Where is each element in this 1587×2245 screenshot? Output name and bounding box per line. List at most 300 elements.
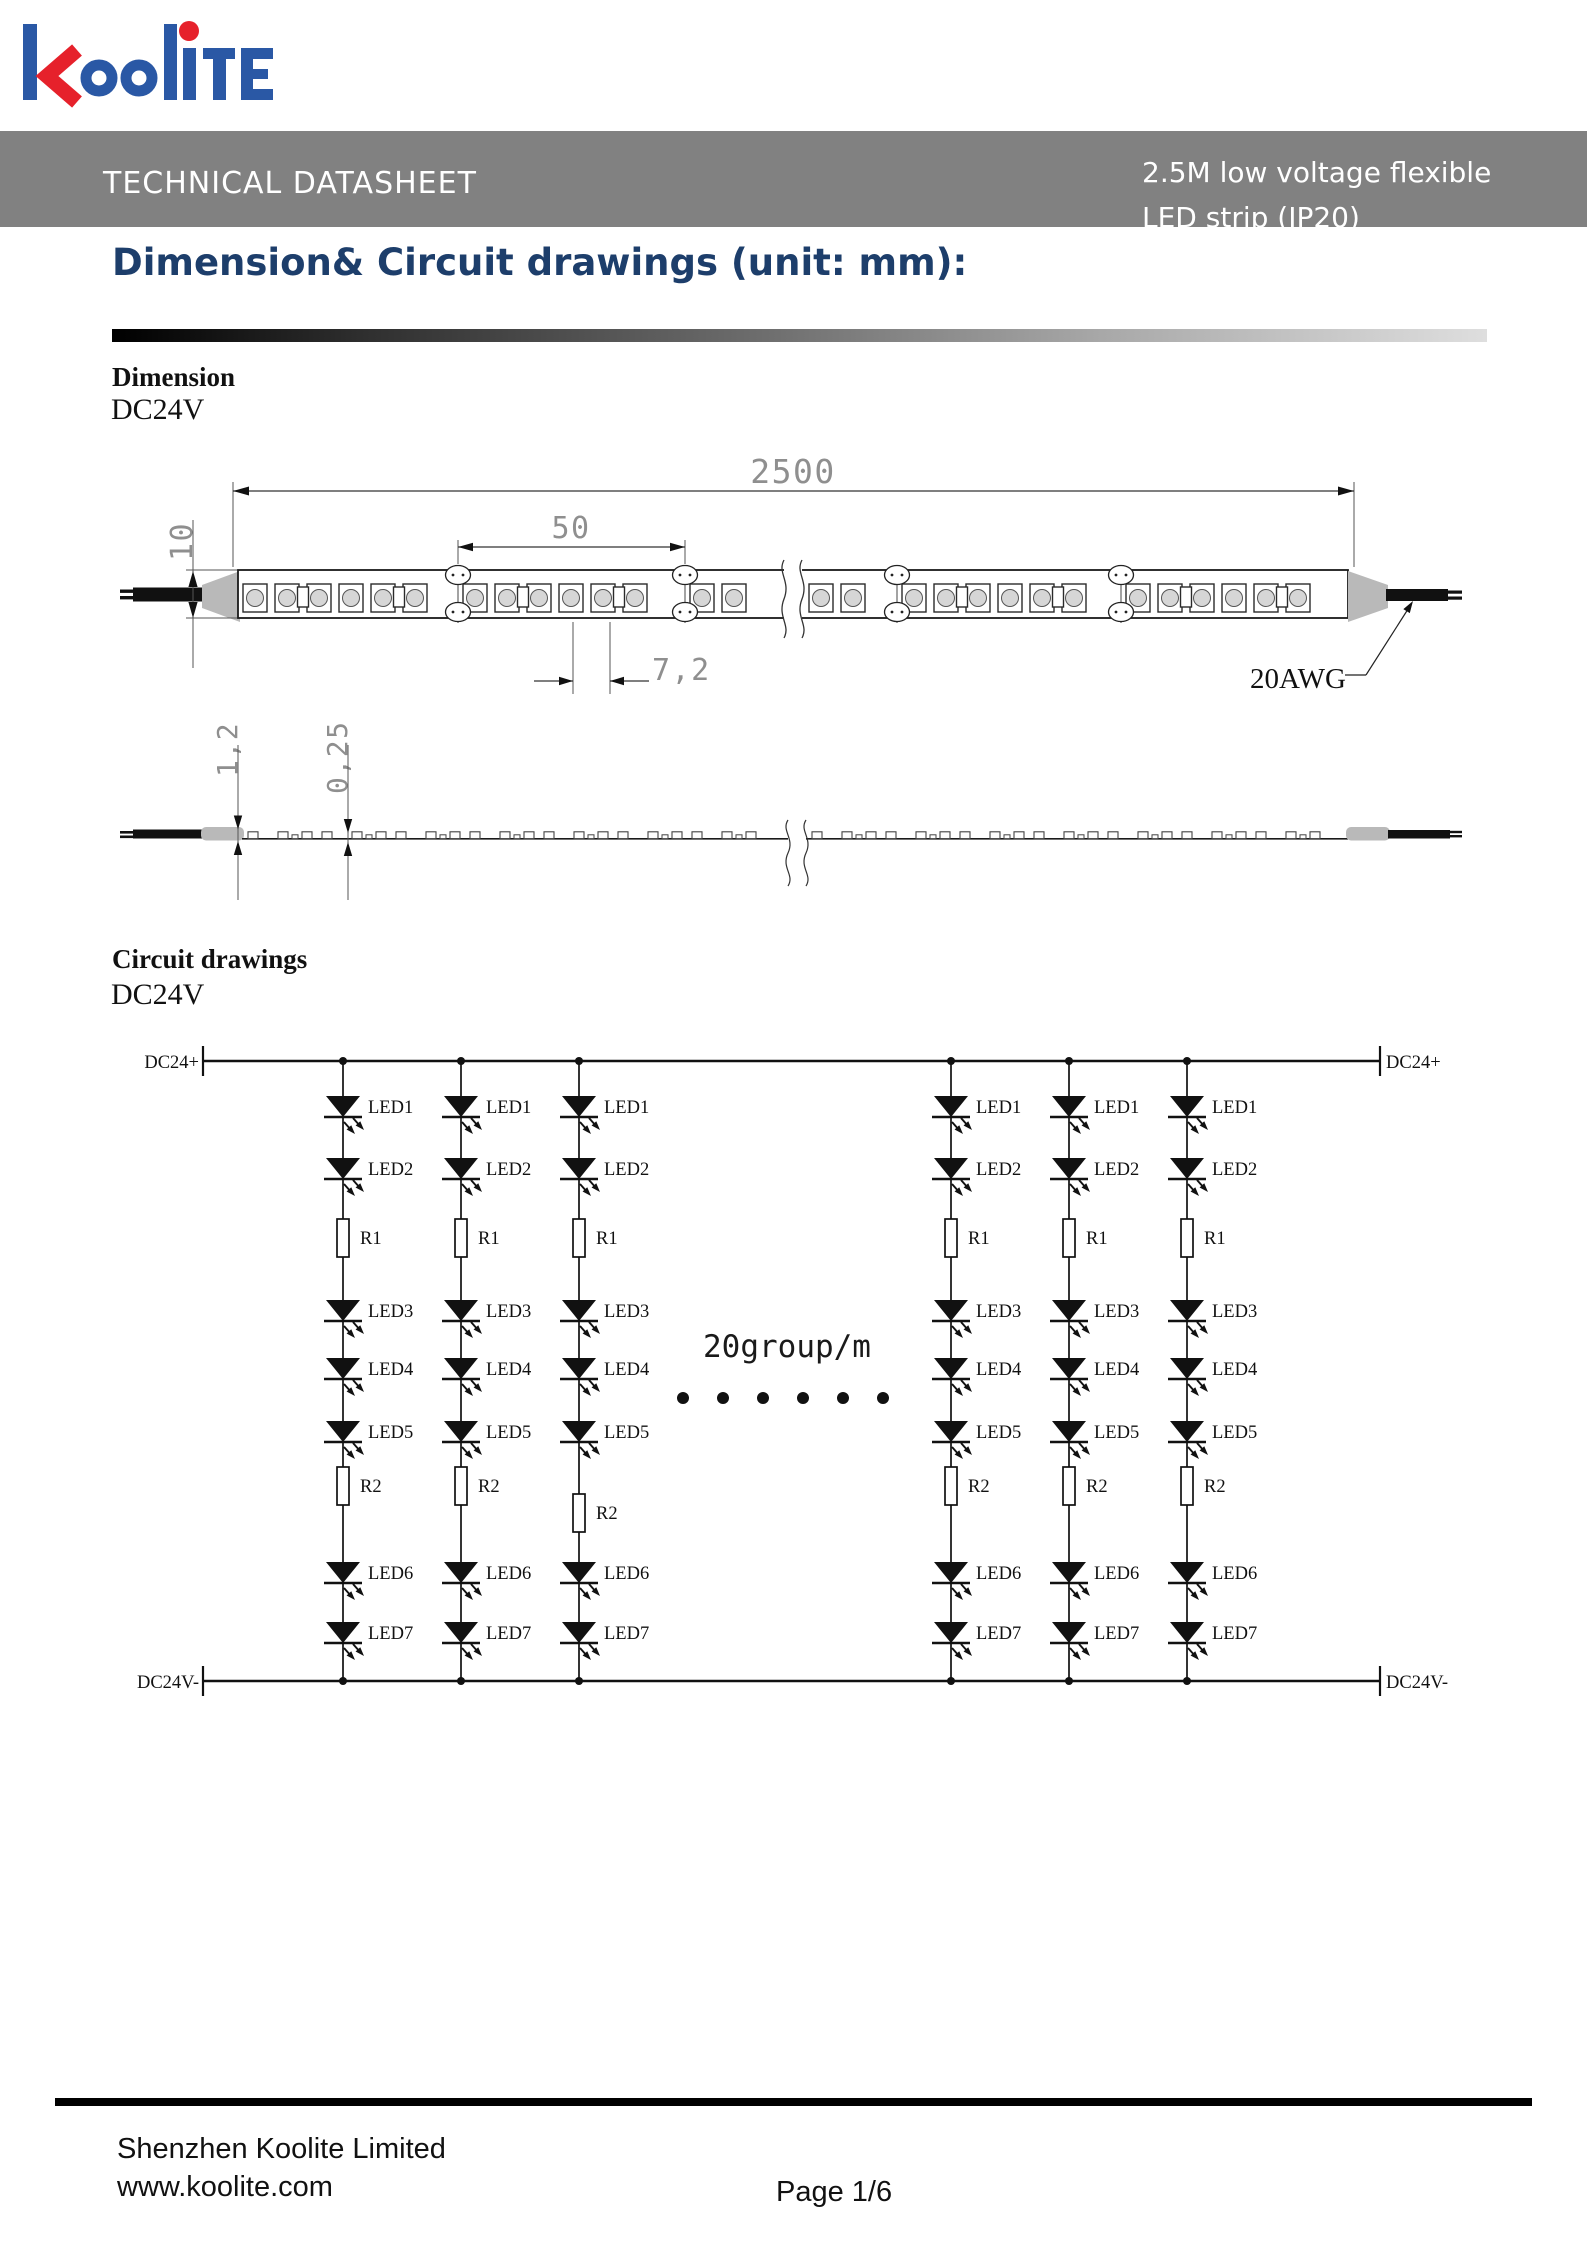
led-triangle	[326, 1158, 360, 1179]
led-bump	[812, 832, 822, 839]
led-label: LED1	[486, 1098, 532, 1118]
wire-gauge-label: 20AWG	[1250, 663, 1346, 695]
resistor-bump	[856, 835, 862, 839]
led-triangle	[934, 1622, 968, 1643]
led-triangle	[934, 1562, 968, 1583]
led-symbol	[324, 1562, 413, 1600]
resistor-symbol	[337, 1467, 382, 1505]
led-bump	[524, 832, 534, 839]
led-symbol	[560, 1300, 649, 1338]
continuation-dot	[877, 1392, 889, 1404]
led-bump	[396, 832, 406, 839]
dim-group-length: 50	[551, 511, 591, 546]
circuit-column	[442, 1057, 531, 1685]
resistor-bump	[736, 835, 742, 839]
led-symbol	[1168, 1562, 1257, 1600]
resistor-body	[337, 1467, 349, 1505]
dimension-front-view-drawing	[120, 452, 1462, 695]
junction-dot	[339, 1057, 347, 1065]
led-label: LED2	[486, 1160, 532, 1180]
led-bump	[1108, 832, 1118, 839]
break-squiggle	[804, 820, 808, 886]
led-chip-dome	[1194, 590, 1211, 607]
led-bump	[1286, 832, 1296, 839]
pad-dot	[891, 574, 894, 577]
led-chip-dome	[1226, 590, 1243, 607]
pad-dot	[1115, 574, 1118, 577]
resistor-label: R2	[1204, 1477, 1226, 1497]
resistor-chip	[394, 587, 405, 607]
dimension-voltage: DC24V	[111, 393, 205, 426]
solder-pad	[885, 566, 910, 585]
led-symbol	[1050, 1358, 1139, 1396]
led-label: LED6	[486, 1564, 532, 1584]
led-label: LED4	[1094, 1360, 1140, 1380]
led-label: LED1	[976, 1098, 1022, 1118]
led-bump	[842, 832, 852, 839]
resistor-label: R2	[360, 1477, 382, 1497]
resistor-label: R2	[596, 1504, 618, 1524]
resistor-chip	[1181, 587, 1192, 607]
led-bump	[322, 832, 332, 839]
rail-negative-label-left: DC24V-	[136, 1673, 199, 1693]
led-bump	[672, 832, 682, 839]
led-bump	[1212, 832, 1222, 839]
led-label: LED2	[976, 1160, 1022, 1180]
led-triangle	[1052, 1096, 1086, 1117]
led-triangle	[934, 1358, 968, 1379]
led-label: LED5	[1212, 1423, 1258, 1443]
led-symbol	[932, 1358, 1021, 1396]
resistor-body	[1063, 1219, 1075, 1257]
led-triangle	[1052, 1358, 1086, 1379]
circuit-column	[1050, 1057, 1139, 1685]
led-bump	[1014, 832, 1024, 839]
led-triangle	[444, 1300, 478, 1321]
led-chip-dome	[694, 590, 711, 607]
footer-page-number: Page 1/6	[776, 2176, 893, 2208]
led-triangle	[1170, 1300, 1204, 1321]
resistor-label: R1	[596, 1229, 618, 1249]
led-triangle	[934, 1158, 968, 1179]
led-bump	[990, 832, 1000, 839]
footer-website: www.koolite.com	[117, 2171, 333, 2203]
led-label: LED4	[604, 1360, 650, 1380]
led-bump	[1162, 832, 1172, 839]
arrowhead	[670, 543, 685, 551]
solder-pad	[1109, 566, 1134, 585]
led-label: LED3	[368, 1302, 414, 1322]
resistor-body	[455, 1467, 467, 1505]
led-symbol	[324, 1622, 413, 1660]
led-chip-dome	[311, 590, 328, 607]
pad-dot	[452, 611, 455, 614]
resistor-bump	[514, 835, 520, 839]
led-triangle	[1170, 1622, 1204, 1643]
pad-dot	[1125, 611, 1128, 614]
resistor-bump	[662, 835, 668, 839]
led-symbol	[932, 1622, 1021, 1660]
led-bump	[1138, 832, 1148, 839]
led-label: LED4	[1212, 1360, 1258, 1380]
led-triangle	[444, 1158, 478, 1179]
led-symbol	[324, 1158, 413, 1196]
led-label: LED3	[1212, 1302, 1258, 1322]
pad-dot	[1125, 574, 1128, 577]
break-squiggle	[786, 820, 790, 886]
led-chip-dome	[1290, 590, 1307, 607]
led-symbol	[324, 1421, 413, 1459]
led-bump	[376, 832, 386, 839]
led-triangle	[562, 1096, 596, 1117]
led-symbol	[560, 1358, 649, 1396]
dimension-heading: Dimension	[112, 362, 236, 392]
led-symbol	[1168, 1158, 1257, 1196]
rail-negative-label-right: DC24V-	[1386, 1673, 1449, 1693]
continuation-dot	[677, 1392, 689, 1404]
circuit-voltage: DC24V	[111, 978, 205, 1011]
led-label: LED7	[1212, 1624, 1258, 1644]
resistor-body	[337, 1219, 349, 1257]
led-label: LED3	[486, 1302, 532, 1322]
led-triangle	[444, 1358, 478, 1379]
led-triangle	[326, 1358, 360, 1379]
led-label: LED1	[368, 1098, 414, 1118]
led-symbol	[1168, 1096, 1257, 1134]
led-chip-dome	[1258, 590, 1275, 607]
led-symbol	[442, 1096, 531, 1134]
led-chip-dome	[1002, 590, 1019, 607]
arrowhead	[234, 841, 242, 855]
continuation-dot	[757, 1392, 769, 1404]
arrowhead	[344, 819, 352, 833]
led-bump	[1088, 832, 1098, 839]
pad-dot	[452, 574, 455, 577]
led-triangle	[326, 1622, 360, 1643]
led-label: LED5	[976, 1423, 1022, 1443]
led-chip-dome	[595, 590, 612, 607]
led-bump	[544, 832, 554, 839]
pad-dot	[901, 611, 904, 614]
led-label: LED5	[1094, 1423, 1140, 1443]
resistor-symbol	[1063, 1467, 1108, 1505]
continuation-dot	[837, 1392, 849, 1404]
junction-dot	[575, 1057, 583, 1065]
power-wire-right	[1388, 830, 1450, 839]
pad-dot	[901, 574, 904, 577]
wire-strand	[1448, 835, 1462, 837]
junction-dot	[1183, 1677, 1191, 1685]
resistor-chip	[614, 587, 625, 607]
led-label: LED7	[976, 1624, 1022, 1644]
led-symbol	[932, 1300, 1021, 1338]
led-triangle	[934, 1421, 968, 1442]
dim-height-total: 1,2	[211, 721, 244, 777]
led-symbol	[324, 1358, 413, 1396]
led-symbol	[932, 1158, 1021, 1196]
led-bump	[450, 832, 460, 839]
led-bump	[470, 832, 480, 839]
header-product-line1: 2.5M low voltage flexible	[1142, 156, 1492, 189]
resistor-bump	[440, 835, 446, 839]
led-triangle	[1170, 1421, 1204, 1442]
solder-pad	[885, 603, 910, 622]
led-symbol	[560, 1096, 649, 1134]
junction-dot	[457, 1677, 465, 1685]
dim-led-pitch: 7,2	[652, 653, 711, 688]
arrowhead	[559, 677, 573, 685]
resistor-body	[945, 1219, 957, 1257]
led-symbol	[1050, 1562, 1139, 1600]
resistor-label: R2	[478, 1477, 500, 1497]
led-triangle	[934, 1300, 968, 1321]
resistor-symbol	[1063, 1219, 1108, 1257]
resistor-body	[573, 1219, 585, 1257]
dim-total-length: 2500	[750, 452, 836, 491]
leader-line	[1366, 606, 1410, 675]
junction-dot	[457, 1057, 465, 1065]
resistor-label: R1	[1086, 1229, 1108, 1249]
resistor-body	[1181, 1219, 1193, 1257]
led-bump	[1310, 832, 1320, 839]
pad-dot	[679, 611, 682, 614]
led-symbol	[932, 1096, 1021, 1134]
led-chip-dome	[1130, 590, 1147, 607]
led-chip-dome	[1066, 590, 1083, 607]
header-title: TECHNICAL DATASHEET	[103, 166, 477, 201]
led-symbol	[442, 1622, 531, 1660]
led-symbol	[442, 1562, 531, 1600]
resistor-symbol	[573, 1494, 618, 1532]
resistor-bump	[1078, 835, 1084, 839]
circuit-diagram	[137, 1046, 1448, 1696]
led-triangle	[1170, 1358, 1204, 1379]
page-title: Dimension& Circuit drawings (unit: mm):	[112, 241, 968, 284]
led-symbol	[1050, 1622, 1139, 1660]
led-label: LED4	[976, 1360, 1022, 1380]
solder-pad	[673, 566, 698, 585]
arrowhead	[458, 543, 473, 551]
led-triangle	[562, 1358, 596, 1379]
led-chip-dome	[906, 590, 923, 607]
led-triangle	[1170, 1158, 1204, 1179]
arrowhead	[233, 487, 249, 496]
pad-dot	[679, 574, 682, 577]
led-triangle	[1052, 1622, 1086, 1643]
arrowhead	[1338, 487, 1354, 496]
dim-pcb-thickness: 0,25	[321, 720, 354, 794]
dimension-side-view-drawing	[120, 721, 1462, 900]
led-bump	[426, 832, 436, 839]
led-label: LED7	[604, 1624, 650, 1644]
junction-dot	[947, 1677, 955, 1685]
led-chip-dome	[1162, 590, 1179, 607]
led-bump	[500, 832, 510, 839]
led-symbol	[560, 1158, 649, 1196]
led-chip-dome	[499, 590, 516, 607]
led-symbol	[1050, 1421, 1139, 1459]
led-label: LED7	[368, 1624, 414, 1644]
led-chip-dome	[279, 590, 296, 607]
resistor-body	[455, 1219, 467, 1257]
led-symbol	[932, 1421, 1021, 1459]
led-triangle	[326, 1421, 360, 1442]
pad-dot	[689, 574, 692, 577]
led-chip-dome	[970, 590, 987, 607]
led-label: LED2	[1212, 1160, 1258, 1180]
led-symbol	[1168, 1358, 1257, 1396]
led-bump	[648, 832, 658, 839]
led-label: LED3	[604, 1302, 650, 1322]
arrowhead	[610, 677, 624, 685]
led-bump	[598, 832, 608, 839]
led-label: LED3	[1094, 1302, 1140, 1322]
led-label: LED1	[1094, 1098, 1140, 1118]
led-bump	[940, 832, 950, 839]
led-label: LED2	[604, 1160, 650, 1180]
led-triangle	[562, 1622, 596, 1643]
resistor-body	[1063, 1467, 1075, 1505]
pad-dot	[891, 611, 894, 614]
junction-dot	[575, 1677, 583, 1685]
led-triangle	[444, 1096, 478, 1117]
resistor-chip	[1053, 587, 1064, 607]
circuit-column	[560, 1057, 649, 1685]
solder-pad	[446, 603, 471, 622]
led-chip-dome	[1034, 590, 1051, 607]
resistor-symbol	[455, 1467, 500, 1505]
led-symbol	[324, 1096, 413, 1134]
led-label: LED6	[1094, 1564, 1140, 1584]
led-symbol	[324, 1300, 413, 1338]
led-bump	[1034, 832, 1044, 839]
resistor-bump	[930, 835, 936, 839]
dim-strip-width: 10	[165, 521, 200, 561]
resistor-bump	[588, 835, 594, 839]
led-label: LED4	[368, 1360, 414, 1380]
resistor-symbol	[1181, 1467, 1226, 1505]
end-cap-left	[202, 571, 240, 622]
led-label: LED6	[604, 1564, 650, 1584]
end-cap-right	[1346, 827, 1390, 841]
led-label: LED5	[604, 1423, 650, 1443]
led-label: LED4	[486, 1360, 532, 1380]
led-label: LED5	[368, 1423, 414, 1443]
led-label: LED2	[1094, 1160, 1140, 1180]
led-bump	[352, 832, 362, 839]
led-bump	[692, 832, 702, 839]
led-chip-dome	[247, 590, 264, 607]
led-triangle	[562, 1300, 596, 1321]
led-label: LED6	[368, 1564, 414, 1584]
continuation-dot	[797, 1392, 809, 1404]
led-bump	[960, 832, 970, 839]
pad-dot	[689, 611, 692, 614]
resistor-symbol	[337, 1219, 382, 1257]
footer-divider	[55, 2098, 1532, 2106]
arrowhead	[188, 602, 197, 618]
group-note: 20group/m	[703, 1329, 871, 1365]
junction-dot	[1183, 1057, 1191, 1065]
resistor-body	[1181, 1467, 1193, 1505]
solder-pad	[673, 603, 698, 622]
power-wire-left	[133, 588, 207, 602]
led-triangle	[444, 1622, 478, 1643]
resistor-label: R2	[968, 1477, 990, 1497]
led-symbol	[1050, 1300, 1139, 1338]
pad-dot	[462, 574, 465, 577]
led-symbol	[560, 1421, 649, 1459]
led-bump	[1236, 832, 1246, 839]
led-label: LED1	[604, 1098, 650, 1118]
arrowhead	[344, 842, 352, 856]
led-label: LED7	[1094, 1624, 1140, 1644]
power-wire-left	[133, 830, 203, 839]
header-product-line2: LED strip (IP20)	[1142, 201, 1360, 234]
led-bump	[746, 832, 756, 839]
solder-pad	[446, 566, 471, 585]
led-bump	[1256, 832, 1266, 839]
resistor-bump	[1226, 835, 1232, 839]
resistor-symbol	[945, 1467, 990, 1505]
junction-dot	[1065, 1677, 1073, 1685]
resistor-label: R1	[360, 1229, 382, 1249]
circuit-column	[324, 1057, 413, 1685]
led-bump	[302, 832, 312, 839]
led-symbol	[1168, 1421, 1257, 1459]
led-triangle	[444, 1421, 478, 1442]
resistor-chip	[1277, 587, 1288, 607]
junction-dot	[1065, 1057, 1073, 1065]
led-symbol	[442, 1158, 531, 1196]
wire-strand	[1446, 591, 1462, 594]
led-triangle	[1052, 1158, 1086, 1179]
led-triangle	[562, 1562, 596, 1583]
led-chip-dome	[627, 590, 644, 607]
wire-strand	[1448, 831, 1462, 833]
led-triangle	[934, 1096, 968, 1117]
arrowhead	[1403, 601, 1413, 613]
junction-dot	[339, 1677, 347, 1685]
led-triangle	[562, 1421, 596, 1442]
pad-dot	[1115, 611, 1118, 614]
led-chip-dome	[375, 590, 392, 607]
junction-dot	[947, 1057, 955, 1065]
led-chip-dome	[343, 590, 360, 607]
led-triangle	[326, 1096, 360, 1117]
led-symbol	[442, 1300, 531, 1338]
power-wire-right	[1386, 589, 1448, 601]
rail-positive-label-right: DC24+	[1386, 1053, 1441, 1073]
rail-positive-label-left: DC24+	[144, 1053, 199, 1073]
resistor-bump	[1300, 835, 1306, 839]
led-bump	[916, 832, 926, 839]
resistor-chip	[298, 587, 309, 607]
led-symbol	[1168, 1300, 1257, 1338]
led-chip-dome	[407, 590, 424, 607]
resistor-label: R1	[1204, 1229, 1226, 1249]
resistor-symbol	[573, 1219, 618, 1257]
led-triangle	[1052, 1562, 1086, 1583]
resistor-bump	[1152, 835, 1158, 839]
led-label: LED5	[486, 1423, 532, 1443]
led-bump	[618, 832, 628, 839]
led-label: LED3	[976, 1302, 1022, 1322]
led-triangle	[326, 1562, 360, 1583]
led-bump	[722, 832, 732, 839]
led-symbol	[560, 1562, 649, 1600]
led-symbol	[932, 1562, 1021, 1600]
